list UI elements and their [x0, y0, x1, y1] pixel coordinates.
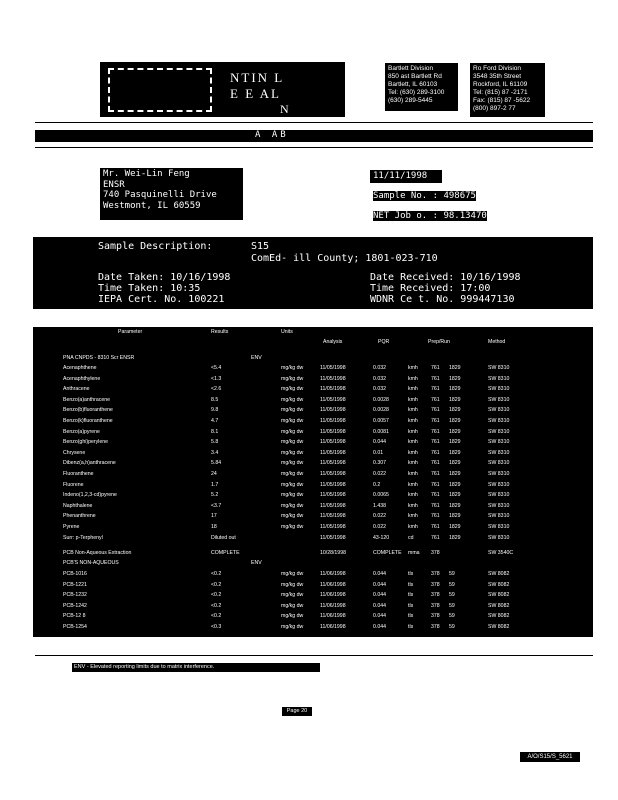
- table-cell: 17: [211, 513, 217, 520]
- table-cell: 0.2: [373, 481, 381, 488]
- pcb-extraction-analyst: mma: [408, 550, 420, 556]
- table-row: [33, 603, 593, 614]
- table-cell: 11/05/1998: [320, 524, 346, 530]
- address-line: (800) 897-2 77: [473, 105, 516, 112]
- table-cell: 59: [449, 571, 455, 577]
- table-cell: 11/05/1998: [320, 502, 346, 509]
- table-cell: Dibenz(a,h)anthracene: [63, 460, 116, 467]
- table-row: [33, 613, 593, 624]
- table-row: [33, 513, 593, 524]
- address-line: Fax: (815) 87 -5622: [473, 97, 531, 104]
- customer-line: Mr. Wei-Lin Feng: [103, 169, 190, 179]
- table-cell: SW 8082: [488, 581, 510, 588]
- table-cell: 0.307: [373, 460, 386, 467]
- table-cell: 1.7: [211, 481, 219, 488]
- table-cell: SW 8310: [488, 407, 510, 414]
- address-line: Tel: (630) 289-3100: [388, 89, 445, 96]
- table-cell: <0.3: [211, 624, 222, 630]
- banner-text: A AB: [255, 130, 289, 140]
- table-cell: 11/05/1998: [320, 481, 346, 488]
- bartlett-office-address: [385, 63, 458, 111]
- section-title-pna: PNA CNPDS - 8310 Scr ENSR: [63, 355, 135, 361]
- table-cell: 761: [431, 513, 440, 520]
- table-cell: mg/kg dw: [281, 439, 304, 446]
- table-cell: PCB-1016: [63, 571, 87, 577]
- address-line: (630) 289-5445: [388, 97, 433, 104]
- table-row: [33, 492, 593, 503]
- col-header-pqr: PQR: [378, 339, 390, 345]
- table-cell: mg/kg dw: [281, 471, 304, 477]
- table-cell: <1.3: [211, 375, 222, 382]
- table-cell: mg/kg dw: [281, 407, 304, 414]
- address-line: Bartlett, IL 60103: [388, 81, 438, 88]
- table-cell: 761: [431, 365, 440, 371]
- table-cell: kmh: [408, 375, 418, 382]
- page-number: Page 20: [282, 707, 312, 716]
- report-banner: [35, 130, 593, 142]
- table-cell: Acenaphthylene: [63, 375, 101, 382]
- table-cell: 1829: [449, 428, 461, 435]
- table-cell: tls: [408, 592, 414, 599]
- table-cell: 1829: [449, 534, 461, 541]
- table-cell: Anthracene: [63, 386, 90, 393]
- table-cell: <5.4: [211, 365, 222, 371]
- logo-text-line1: NTIN L: [230, 70, 285, 85]
- table-cell: mg/kg dw: [281, 375, 304, 382]
- table-row: [33, 439, 593, 450]
- table-cell: 0.044: [373, 439, 386, 446]
- table-cell: 1829: [449, 471, 461, 477]
- address-line: Bartlett Division: [388, 65, 434, 72]
- pcb-extraction-date: 10/28/1998: [320, 550, 346, 556]
- header-rule: [35, 147, 593, 148]
- table-cell: 59: [449, 602, 455, 609]
- col-header-units: Units: [281, 329, 293, 335]
- pcb-extraction-result: COMPLETE: [211, 550, 240, 556]
- table-cell: 11/05/1998: [320, 439, 346, 446]
- table-cell: 11/05/1998: [320, 418, 346, 424]
- sample-description-value: S15: [251, 241, 270, 252]
- table-cell: Diluted out: [211, 534, 236, 541]
- table-cell: 1829: [449, 524, 461, 530]
- pcb-extraction-prep: 378: [431, 550, 440, 556]
- table-cell: PCB-1232: [63, 592, 87, 599]
- table-cell: mg/kg dw: [281, 481, 304, 488]
- table-row: [33, 418, 593, 429]
- table-cell: mg/kg dw: [281, 592, 304, 599]
- table-cell: 1829: [449, 481, 461, 488]
- table-cell: SW 8310: [488, 481, 510, 488]
- table-cell: 0.0028: [373, 396, 389, 403]
- table-cell: 11/06/1998: [320, 592, 346, 599]
- table-cell: 11/05/1998: [320, 386, 346, 393]
- table-cell: 1.438: [373, 502, 386, 509]
- table-cell: SW 8310: [488, 534, 510, 541]
- table-cell: kmh: [408, 492, 418, 499]
- table-row: [33, 571, 593, 582]
- table-cell: kmh: [408, 439, 418, 446]
- table-cell: kmh: [408, 365, 418, 371]
- table-cell: Chrysene: [63, 449, 86, 456]
- table-cell: 761: [431, 396, 440, 403]
- time-taken: Time Taken: 10:35: [98, 283, 201, 294]
- table-cell: mg/kg dw: [281, 428, 304, 435]
- table-row: [33, 582, 593, 593]
- table-cell: 0.0081: [373, 428, 389, 435]
- table-cell: <0.2: [211, 592, 222, 599]
- table-cell: 378: [431, 592, 440, 599]
- net-job-value: NET Job o. : 98.13470: [373, 211, 487, 221]
- table-cell: SW 8310: [488, 449, 510, 456]
- table-row: [33, 407, 593, 418]
- table-row: [33, 503, 593, 514]
- report-date: 11/11/1998: [370, 170, 442, 183]
- table-cell: 24: [211, 471, 217, 477]
- table-cell: 0.022: [373, 471, 386, 477]
- table-cell: 0.0028: [373, 407, 389, 414]
- table-cell: SW 8082: [488, 592, 510, 599]
- logo-text-line2: E E AL: [230, 86, 281, 101]
- table-cell: 761: [431, 534, 440, 541]
- sample-description-line2: ComEd- ill County; 1801-023-710: [251, 253, 438, 264]
- table-cell: kmh: [408, 502, 418, 509]
- table-cell: PCB-1254: [63, 624, 87, 630]
- table-cell: 1829: [449, 492, 461, 499]
- table-cell: 0.044: [373, 581, 386, 588]
- table-cell: 9.8: [211, 407, 219, 414]
- table-cell: Benzo(b)fluoranthene: [63, 407, 113, 414]
- table-cell: tls: [408, 571, 414, 577]
- table-cell: PCB-1242: [63, 602, 87, 609]
- iepa-cert: IEPA Cert. No. 100221: [98, 294, 225, 305]
- table-cell: Indeno(1,2,3-cd)pyrene: [63, 492, 117, 499]
- table-cell: 11/05/1998: [320, 460, 346, 467]
- table-cell: Surr: p-Terphenyl: [63, 534, 103, 541]
- table-cell: <0.2: [211, 613, 222, 620]
- table-cell: 761: [431, 524, 440, 530]
- table-cell: SW 8082: [488, 602, 510, 609]
- table-cell: 0.0065: [373, 492, 389, 499]
- table-cell: SW 8310: [488, 471, 510, 477]
- table-cell: mg/kg dw: [281, 502, 304, 509]
- table-cell: mg/kg dw: [281, 396, 304, 403]
- table-cell: kmh: [408, 449, 418, 456]
- table-cell: mg/kg dw: [281, 449, 304, 456]
- table-cell: 11/05/1998: [320, 534, 346, 541]
- table-cell: mg/kg dw: [281, 602, 304, 609]
- table-cell: mg/kg dw: [281, 524, 304, 530]
- table-cell: <2.6: [211, 386, 222, 393]
- col-header-prep-run: Prep/Run: [428, 339, 450, 345]
- document-id: A/O/S15/S_5621: [520, 752, 580, 762]
- table-row: [33, 524, 593, 535]
- table-row: [33, 460, 593, 471]
- table-cell: 11/06/1998: [320, 613, 346, 620]
- pcb-extraction-method: SW 3540C: [488, 550, 514, 556]
- table-cell: SW 8310: [488, 428, 510, 435]
- customer-line: 740 Pasquinelli Drive: [103, 190, 217, 200]
- table-cell: Phenanthrene: [63, 513, 96, 520]
- table-cell: PCB-1221: [63, 581, 87, 588]
- table-cell: 11/05/1998: [320, 449, 346, 456]
- table-cell: 1829: [449, 396, 461, 403]
- table-cell: Benzo(a)anthracene: [63, 396, 111, 403]
- table-cell: 378: [431, 571, 440, 577]
- table-cell: 59: [449, 581, 455, 588]
- table-cell: 0.0057: [373, 418, 389, 424]
- table-cell: mg/kg dw: [281, 581, 304, 588]
- table-cell: 761: [431, 481, 440, 488]
- table-cell: 59: [449, 592, 455, 599]
- table-cell: 1829: [449, 386, 461, 393]
- table-cell: 0.01: [373, 449, 384, 456]
- col-header-method: Method: [488, 339, 506, 345]
- table-cell: 1829: [449, 460, 461, 467]
- table-cell: SW 8310: [488, 365, 510, 371]
- table-cell: SW 8082: [488, 613, 510, 620]
- table-cell: SW 8310: [488, 492, 510, 499]
- table-row: [33, 471, 593, 482]
- table-cell: 378: [431, 624, 440, 630]
- table-cell: SW 8310: [488, 513, 510, 520]
- table-cell: 761: [431, 418, 440, 424]
- table-cell: 11/06/1998: [320, 602, 346, 609]
- table-cell: 11/05/1998: [320, 471, 346, 477]
- col-header-parameter: Parameter: [118, 329, 143, 335]
- table-cell: Benzo(ghi)perylene: [63, 439, 108, 446]
- table-cell: mg/kg dw: [281, 418, 304, 424]
- table-cell: 1829: [449, 375, 461, 382]
- table-cell: kmh: [408, 428, 418, 435]
- col-header-results: Results: [211, 329, 229, 335]
- table-cell: Fluorene: [63, 481, 84, 488]
- footnote: ENV - Elevated reporting limits due to matrix interference.: [72, 663, 320, 672]
- sample-number-value: Sample No. : 498675: [373, 191, 476, 201]
- table-cell: mg/kg dw: [281, 624, 304, 630]
- table-cell: 8.5: [211, 396, 219, 403]
- table-cell: 0.044: [373, 571, 386, 577]
- table-cell: 18: [211, 524, 217, 530]
- table-cell: kmh: [408, 513, 418, 520]
- table-cell: mg/kg dw: [281, 386, 304, 393]
- table-cell: SW 8310: [488, 460, 510, 467]
- customer-line: ENSR: [103, 179, 125, 190]
- table-cell: mg/kg dw: [281, 492, 304, 499]
- table-cell: Fluoranthene: [63, 471, 94, 477]
- wdnr-cert: WDNR Ce t. No. 999447130: [370, 294, 515, 305]
- table-cell: 8.1: [211, 428, 219, 435]
- address-line: Ro Ford Division: [473, 65, 522, 72]
- table-cell: 0.032: [373, 375, 386, 382]
- table-cell: 0.032: [373, 365, 386, 371]
- table-cell: 11/06/1998: [320, 571, 346, 577]
- results-panel: [33, 237, 593, 637]
- col-header-analysis: Analysis: [323, 339, 343, 345]
- table-cell: kmh: [408, 471, 418, 477]
- table-cell: 43-120: [373, 534, 390, 541]
- address-line: 850 ast Bartlett Rd: [388, 73, 442, 80]
- lab-logo: [100, 62, 345, 117]
- table-cell: 378: [431, 602, 440, 609]
- table-cell: 1829: [449, 407, 461, 414]
- pcb-extraction-pqr: COMPLETE: [373, 550, 402, 556]
- table-cell: SW 8310: [488, 418, 510, 424]
- table-cell: mg/kg dw: [281, 460, 304, 467]
- table-cell: <0.2: [211, 571, 222, 577]
- table-cell: <0.2: [211, 581, 222, 588]
- table-cell: tls: [408, 624, 414, 630]
- table-cell: 0.044: [373, 613, 386, 620]
- sample-description-label: Sample Description:: [98, 241, 213, 252]
- table-cell: 761: [431, 471, 440, 477]
- table-cell: Pyrene: [63, 524, 80, 530]
- table-cell: 761: [431, 407, 440, 414]
- table-cell: Benzo(k)fluoranthene: [63, 418, 113, 424]
- table-cell: SW 8310: [488, 386, 510, 393]
- table-cell: kmh: [408, 460, 418, 467]
- table-cell: 1829: [449, 449, 461, 456]
- address-line: Rockford, IL 61109: [473, 81, 528, 88]
- table-cell: SW 8310: [488, 439, 510, 446]
- customer-address: [100, 168, 243, 220]
- table-row: [33, 450, 593, 461]
- date-received: Date Received: 10/16/1998: [370, 272, 521, 283]
- table-cell: kmh: [408, 418, 418, 424]
- table-cell: kmh: [408, 396, 418, 403]
- net-job-number: [370, 210, 522, 223]
- section-title-pcb: PCB'S NON-AQUEOUS: [63, 560, 119, 566]
- table-cell: 1829: [449, 502, 461, 509]
- table-cell: 3.4: [211, 449, 219, 456]
- table-cell: SW 8310: [488, 396, 510, 403]
- table-cell: tls: [408, 581, 414, 588]
- table-cell: 5.84: [211, 460, 222, 467]
- table-cell: kmh: [408, 481, 418, 488]
- table-cell: Naphthalene: [63, 502, 93, 509]
- table-row: [33, 376, 593, 387]
- table-cell: SW 8310: [488, 502, 510, 509]
- table-row: [33, 482, 593, 493]
- table-cell: 761: [431, 375, 440, 382]
- table-cell: 0.022: [373, 524, 386, 530]
- logo-graphic: [108, 68, 212, 112]
- table-cell: 0.044: [373, 602, 386, 609]
- table-cell: mg/kg dw: [281, 613, 304, 620]
- table-cell: 4.7: [211, 418, 219, 424]
- table-row: [33, 624, 593, 635]
- address-line: 3548 35th Street: [473, 73, 522, 80]
- table-cell: SW 8082: [488, 571, 510, 577]
- date-taken: Date Taken: 10/16/1998: [98, 272, 231, 283]
- table-cell: 11/05/1998: [320, 396, 346, 403]
- table-cell: 1829: [449, 513, 461, 520]
- table-cell: 1829: [449, 365, 461, 371]
- customer-line: Westmont, IL 60559: [103, 200, 201, 211]
- table-cell: kmh: [408, 386, 418, 393]
- table-cell: cd: [408, 534, 414, 541]
- time-received: Time Received: 17:00: [370, 283, 491, 294]
- table-cell: 0.032: [373, 386, 386, 393]
- table-cell: 11/05/1998: [320, 375, 346, 382]
- table-row: [33, 592, 593, 603]
- sample-number: [370, 190, 520, 203]
- table-cell: SW 8082: [488, 624, 510, 630]
- section-flag-env: ENV: [251, 355, 262, 361]
- table-row: [33, 397, 593, 408]
- table-cell: 59: [449, 624, 455, 630]
- table-cell: <0.2: [211, 602, 222, 609]
- table-cell: 761: [431, 492, 440, 499]
- table-cell: 761: [431, 386, 440, 393]
- table-cell: mg/kg dw: [281, 571, 304, 577]
- panel-divider: [33, 309, 593, 327]
- table-cell: mg/kg dw: [281, 365, 304, 371]
- table-row: [33, 535, 593, 546]
- table-cell: 1829: [449, 418, 461, 424]
- table-cell: 761: [431, 428, 440, 435]
- table-cell: tls: [408, 613, 414, 620]
- table-row: [33, 429, 593, 440]
- table-cell: PCB-12 8: [63, 613, 86, 620]
- table-cell: Acenaphthene: [63, 365, 97, 371]
- table-cell: 11/05/1998: [320, 492, 346, 499]
- table-cell: 761: [431, 502, 440, 509]
- table-cell: Benzo(a)pyrene: [63, 428, 100, 435]
- table-cell: 11/05/1998: [320, 407, 346, 414]
- table-row: [33, 386, 593, 397]
- table-cell: 0.044: [373, 624, 386, 630]
- table-cell: 761: [431, 449, 440, 456]
- section-title-pcb-extraction: PCB Non-Aqueous Extraction: [63, 550, 132, 556]
- address-line: Tel: (815) 87 -2171: [473, 89, 528, 96]
- header-rule: [35, 122, 593, 123]
- table-cell: mg/kg dw: [281, 513, 304, 520]
- table-cell: 11/05/1998: [320, 428, 346, 435]
- table-cell: kmh: [408, 524, 418, 530]
- footer-rule: [35, 655, 593, 656]
- table-cell: 11/06/1998: [320, 581, 346, 588]
- table-cell: SW 8310: [488, 375, 510, 382]
- table-cell: 11/05/1998: [320, 365, 346, 371]
- table-cell: 59: [449, 613, 455, 620]
- table-cell: <3.7: [211, 502, 222, 509]
- table-cell: 378: [431, 613, 440, 620]
- table-cell: kmh: [408, 407, 418, 414]
- table-cell: 1829: [449, 439, 461, 446]
- table-cell: 11/06/1998: [320, 624, 346, 630]
- table-cell: 761: [431, 439, 440, 446]
- table-row: [33, 365, 593, 376]
- table-cell: 5.8: [211, 439, 219, 446]
- logo-text-line3: N: [280, 102, 289, 116]
- table-cell: 378: [431, 581, 440, 588]
- table-cell: SW 8310: [488, 524, 510, 530]
- table-cell: 11/05/1998: [320, 513, 346, 520]
- table-cell: 0.044: [373, 592, 386, 599]
- rockford-office-address: [470, 63, 545, 117]
- table-cell: 0.022: [373, 513, 386, 520]
- table-cell: 761: [431, 460, 440, 467]
- table-cell: tls: [408, 602, 414, 609]
- table-cell: 5.2: [211, 492, 219, 499]
- section-flag-env: ENV: [251, 560, 262, 566]
